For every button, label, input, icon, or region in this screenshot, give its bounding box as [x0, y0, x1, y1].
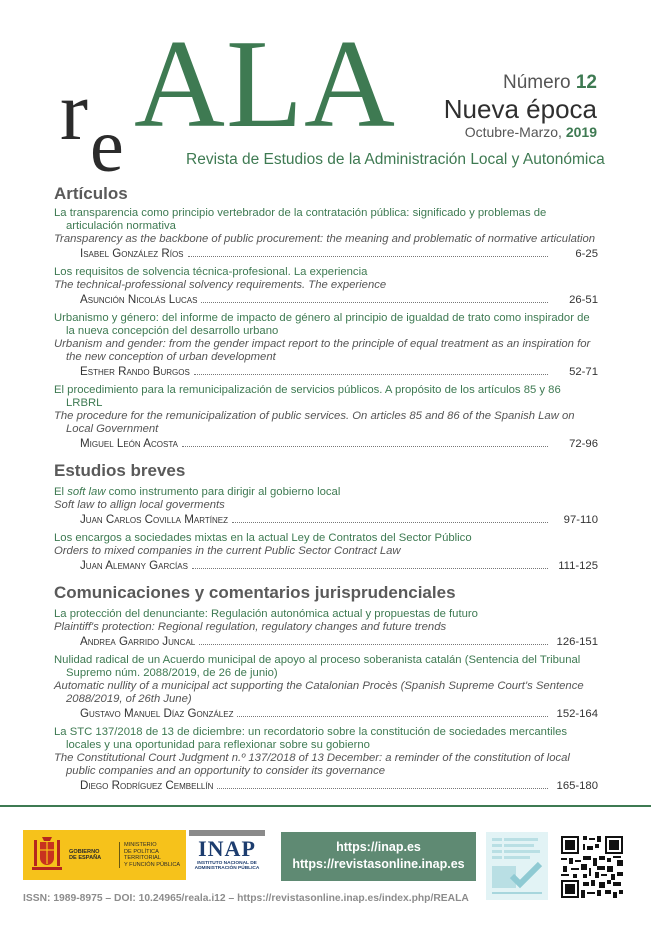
issue-epoch: Nueva época — [443, 94, 597, 124]
entry-author: Esther Rando Burgos — [80, 365, 190, 378]
section-title-articulos: Artículos — [54, 184, 128, 203]
logo-letter-r: r — [60, 65, 88, 158]
gov-text — [69, 849, 115, 862]
author-row — [54, 247, 598, 261]
ministry-line: DE POLÍTICA TERRITORIAL — [124, 848, 161, 861]
entry-author: Andrea Garrido Juncal — [80, 635, 196, 648]
author-row — [54, 707, 598, 721]
author-row — [54, 513, 598, 527]
leader-dots — [232, 514, 548, 523]
entry-pages: 126-151 — [556, 636, 598, 648]
entry-title-es: Urbanismo y género: del informe de impacto de género al principio de igualdad de trato como inspirador de la nueva concepción del desarrollo urbano — [54, 312, 590, 337]
leader-dots — [201, 294, 548, 303]
entry-pages: 72-96 — [569, 438, 598, 450]
leader-dots — [182, 438, 548, 447]
entry-title-en: Plaintiff's protection: Regional regulation, regulatory changes and future trends — [54, 621, 447, 633]
inap-sub-line: ADMINISTRACIÓN PÚBLICA — [194, 866, 260, 872]
entry-pages: 97-110 — [563, 514, 598, 526]
entry-title-es: La transparencia como principio vertebrador de la contratación pública: significado y problemas de articulación normativa — [54, 207, 547, 232]
entry-title-es: Los encargos a sociedades mixtas en la actual Ley de Contratos del Sector Público — [54, 532, 472, 544]
coat-of-arms-icon — [31, 836, 63, 874]
issue-block — [444, 72, 597, 141]
toc-entry[interactable] — [54, 608, 598, 649]
toc-entry[interactable] — [54, 207, 598, 261]
entry-title-es: La protección del denunciante: Regulación autonómica actual y propuestas de futuro — [54, 608, 478, 620]
leader-dots — [192, 560, 548, 569]
inap-wordmark: INAP — [198, 836, 256, 861]
entry-title-en: Soft law to allign local goverments — [54, 499, 225, 511]
ministry-line: MINISTERIO — [124, 842, 157, 848]
footer-urls — [281, 832, 476, 881]
table-of-contents — [54, 184, 598, 793]
period-label: Octubre-Marzo, — [464, 124, 562, 140]
gov-line: DE ESPAÑA — [69, 855, 102, 861]
entry-author: Juan Alemany Garcías — [80, 559, 188, 572]
issue-number — [444, 72, 597, 94]
issue-period — [444, 123, 597, 141]
entry-title-es: Los requisitos de solvencia técnica-profesional. La experiencia — [54, 266, 368, 278]
url-revistas-link[interactable]: https://revistasonline.inap.es — [292, 857, 465, 871]
issue-year: 2019 — [565, 124, 597, 140]
ministry-text — [119, 842, 185, 868]
footer-rule — [0, 805, 651, 807]
author-row — [54, 437, 598, 451]
entry-pages: 152-164 — [556, 708, 598, 720]
entry-pages: 111-125 — [558, 560, 598, 572]
toc-entry[interactable] — [54, 726, 598, 793]
entry-pages: 26-51 — [569, 294, 598, 306]
gobierno-de-espana-logo — [23, 830, 186, 880]
entry-pages: 52-71 — [569, 366, 598, 378]
section-title-estudios-breves: Estudios breves — [54, 461, 186, 480]
author-row — [54, 635, 598, 649]
entry-author: Asunción Nicolás Lucas — [80, 293, 198, 306]
entry-author: Juan Carlos Covilla Martínez — [80, 513, 228, 526]
toc-entry[interactable] — [54, 486, 598, 527]
entry-title-en: Automatic nullity of a municipal act supporting the Catalonian Procès (Spanish Supreme Court's Sentence 2088/2019, of 26th June) — [54, 680, 584, 705]
leader-dots — [194, 366, 548, 375]
entry-title-en: The procedure for the remunicipalization of public services. On articles 85 and 86 of the Spanish Law on Local Government — [54, 410, 575, 435]
title-part: como instrumento para dirigir al gobierno local — [105, 486, 341, 498]
entry-author: Diego Rodríguez Cembellín — [80, 779, 214, 792]
issn-doi-line: ISSN: 1989-8975 – DOI: 10.24965/reala.i12 – https://revistasonline.inap.es/index.php/REALA — [23, 893, 469, 904]
entry-title-en: The technical-professional solvency requirements. The experience — [54, 279, 387, 291]
gov-line: GOBIERNO — [69, 848, 100, 855]
leader-dots — [237, 708, 548, 717]
leader-dots — [188, 248, 548, 257]
author-row — [54, 293, 598, 307]
inap-sub-line: INSTITUTO NACIONAL DE — [197, 861, 257, 866]
entry-title-en: Transparency as the backbone of public procurement: the meaning and problematic of normative articulation — [54, 233, 596, 245]
toc-entry[interactable] — [54, 384, 598, 451]
entry-author: Gustavo Manuel Díaz González — [80, 707, 234, 720]
title-part: El — [54, 486, 68, 498]
entry-pages: 6-25 — [575, 248, 598, 260]
toc-entry[interactable] — [54, 532, 598, 573]
entry-author: Isabel González Ríos — [80, 247, 184, 260]
entry-title-es: El procedimiento para la remunicipalización de servicios públicos. A propósito de los artículos 85 y 86 LRBRL — [54, 384, 561, 409]
fecyt-quality-seal-icon — [486, 832, 548, 900]
inap-logo — [189, 830, 265, 880]
issue-number-value: 12 — [575, 72, 597, 93]
entry-pages: 165-180 — [556, 780, 598, 792]
issue-label: Número — [503, 72, 571, 93]
ministry-line: Y FUNCIÓN PÚBLICA — [124, 861, 181, 868]
masthead — [0, 0, 651, 188]
section-title-comunicaciones: Comunicaciones y comentarios jurisprudenciales — [54, 583, 456, 602]
entry-title-en: The Constitutional Court Judgment n.º 137/2018 of 13 December: a reminder of the constitution of local public companies and an opportunity to consider its governance — [54, 752, 570, 777]
entry-title-en: Urbanism and gender: from the gender impact report to the principle of equal treatment as an inspiration for the new conception of urban development — [54, 338, 591, 363]
entry-title-es — [54, 486, 598, 499]
entry-title-en: Orders to mixed companies in the current Public Sector Contract Law — [54, 545, 401, 557]
author-row — [54, 779, 598, 793]
toc-entry[interactable] — [54, 654, 598, 721]
author-row — [54, 559, 598, 573]
toc-entry[interactable] — [54, 312, 598, 379]
entry-title-es: Nulidad radical de un Acuerdo municipal de apoyo al proceso soberanista catalán (Sentencia del Tribunal Supremo núm. 2088/2019, de 26 de junio) — [54, 654, 581, 679]
leader-dots — [217, 780, 548, 789]
toc-entry[interactable] — [54, 266, 598, 307]
journal-subtitle: Revista de Estudios de la Administración Local y Autonómica — [186, 151, 605, 168]
entry-author: Miguel León Acosta — [80, 437, 178, 450]
author-row — [54, 365, 598, 379]
entry-title-es: La STC 137/2018 de 13 de diciembre: un recordatorio sobre la constitución de sociedades mercantiles locales y una oportunidad para reflexionar sobre su gobierno — [54, 726, 568, 751]
leader-dots — [199, 636, 548, 645]
url-inap-link[interactable]: https://inap.es — [336, 840, 421, 854]
title-part-italic: soft law — [67, 486, 106, 498]
qr-code-icon — [559, 834, 625, 900]
logo-letter-e: e — [90, 104, 124, 188]
logo-ala: ALA — [134, 15, 396, 154]
